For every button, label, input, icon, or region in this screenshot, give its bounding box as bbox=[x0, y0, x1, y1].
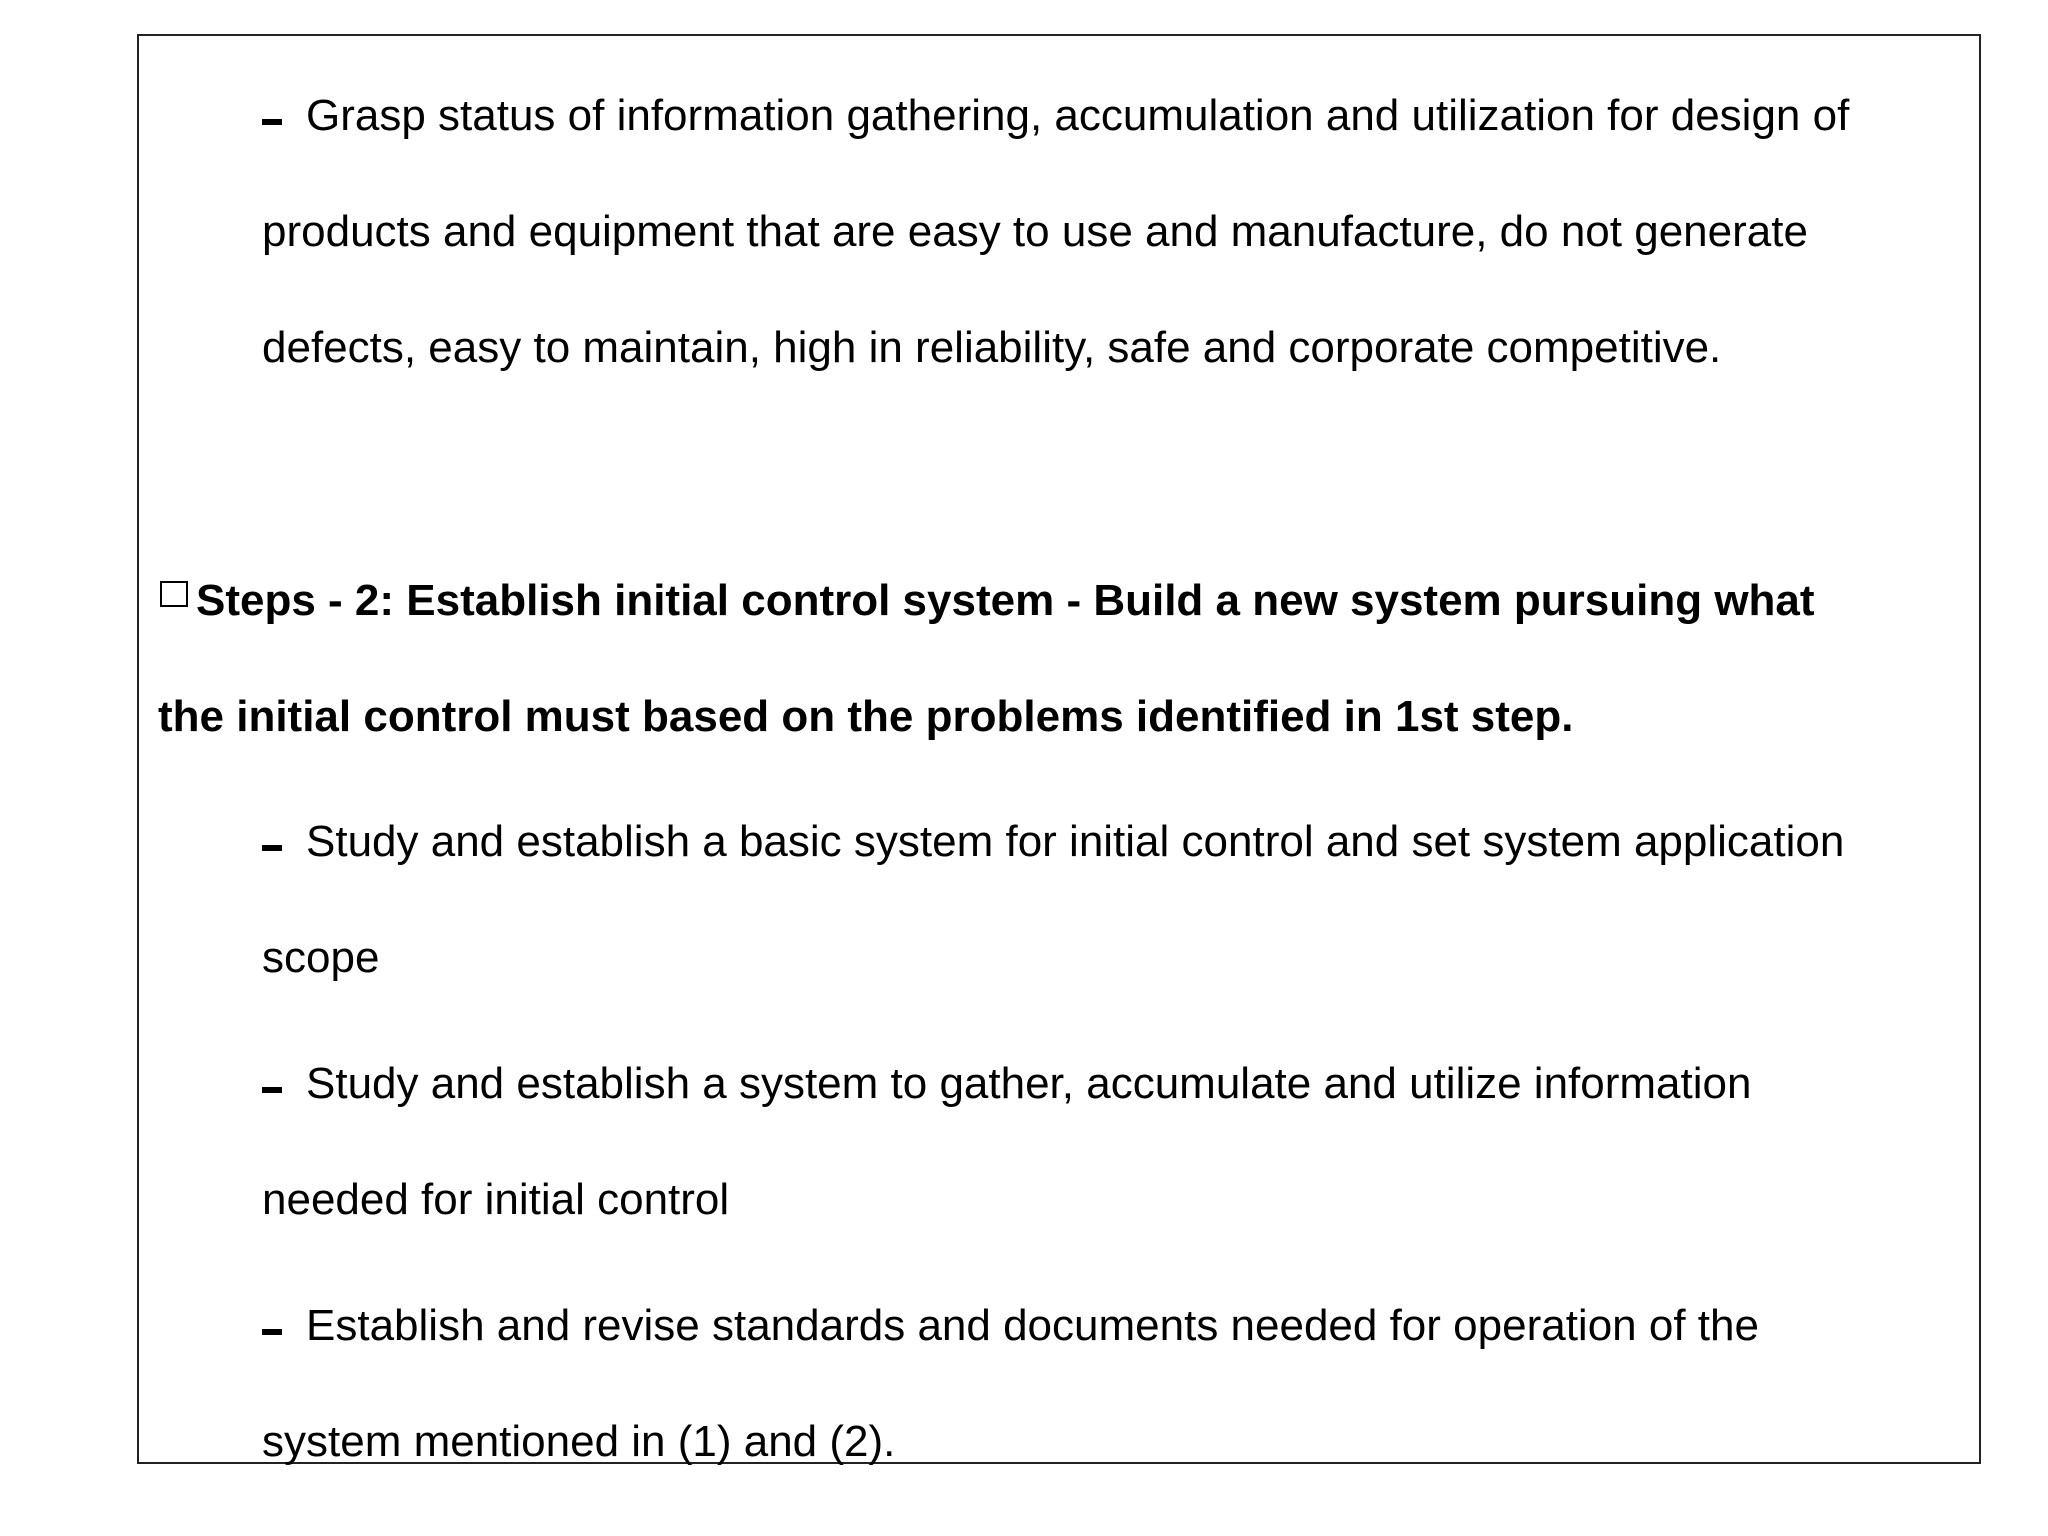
step-2-item-3-line-2: system mentioned in (1) and (2). bbox=[262, 1417, 896, 1466]
bullet-1-text-1: Grasp status of information gathering, accumulation and utilization for design of bbox=[306, 91, 1850, 140]
step-2-item-2-line-2: needed for initial control bbox=[262, 1175, 730, 1224]
checkbox-square-icon bbox=[160, 581, 188, 607]
step-2-item-2-line-1 bbox=[262, 1058, 1751, 1110]
dash-bullet-icon bbox=[262, 845, 282, 851]
step-2-heading-text-1: Steps - 2: Establish initial control system - Build a new system pursuing what bbox=[196, 576, 1815, 625]
step-2-item-1-line-2: scope bbox=[262, 933, 380, 982]
bullet-1-line-2: products and equipment that are easy to use and manufacture, do not generate bbox=[262, 207, 1808, 256]
step-2-item-1-line-1 bbox=[262, 816, 1844, 868]
dash-bullet-icon bbox=[262, 1087, 282, 1093]
dash-bullet-icon bbox=[262, 119, 282, 125]
step-2-item-2-text-1: Study and establish a system to gather, accumulate and utilize information bbox=[306, 1059, 1752, 1108]
step-2-item-3-line-1 bbox=[262, 1300, 1759, 1352]
step-2-item-3-text-1: Establish and revise standards and documents needed for operation of the bbox=[306, 1301, 1759, 1350]
dash-bullet-icon bbox=[262, 1329, 282, 1335]
step-2-heading-line-2: the initial control must based on the problems identified in 1st step. bbox=[158, 692, 1574, 741]
step-2-heading-line-1 bbox=[160, 575, 1815, 627]
bullet-1-line-3: defects, easy to maintain, high in reliability, safe and corporate competitive. bbox=[262, 323, 1722, 372]
step-2-item-1-text-1: Study and establish a basic system for initial control and set system application bbox=[306, 817, 1845, 866]
bullet-1-line-1 bbox=[262, 90, 1849, 142]
